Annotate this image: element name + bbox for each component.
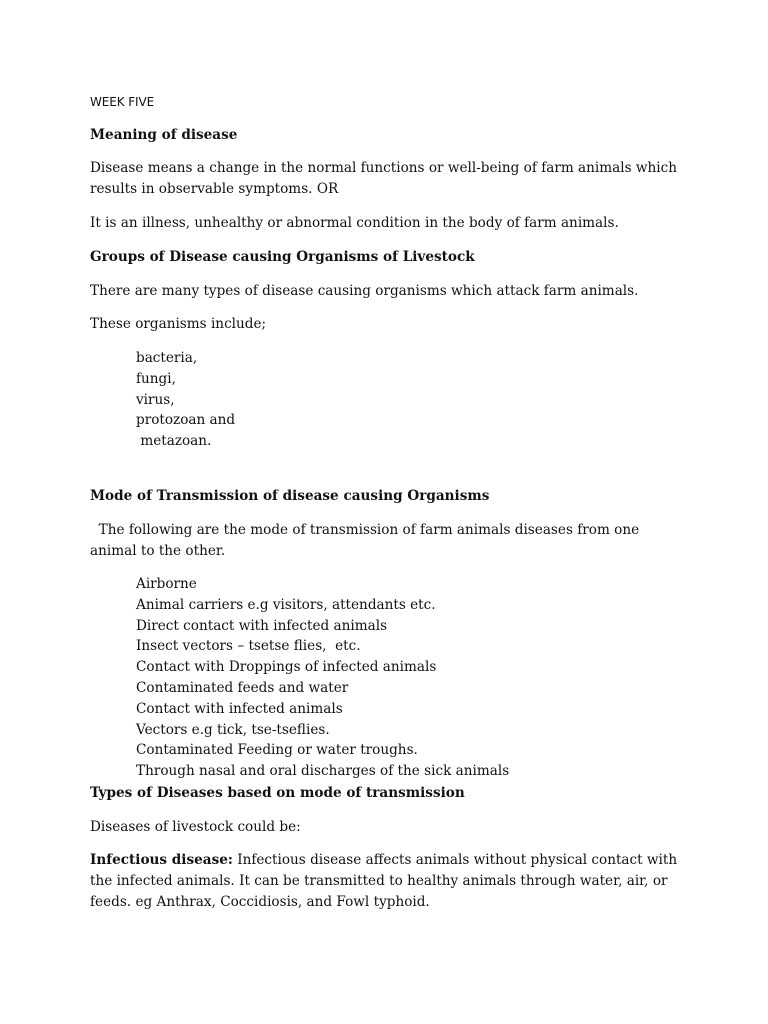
- meaning-paragraph-2: It is an illness, unhealthy or abnormal condition in the body of farm animals.: [90, 215, 619, 231]
- list-item: Through nasal and oral discharges of the sick animals: [136, 763, 510, 780]
- list-item: metazoan.: [136, 433, 212, 450]
- infectious-disease-text: Infectious disease affects animals without physical contact with the infected animals. It can be transmitted to healthy animals through water, air, or feeds. eg Anthrax, Coccidiosis, and Fowl typhoid.: [90, 852, 678, 910]
- transmission-heading: Mode of Transmission of disease causing Organisms: [90, 488, 490, 504]
- meaning-paragraph-1: Disease means a change in the normal functions or well-being of farm animals which results in observable symptoms. OR: [90, 160, 678, 197]
- infectious-disease-paragraph: [90, 850, 680, 913]
- list-item: Insect vectors – tsetse flies, etc.: [136, 638, 361, 655]
- transmission-list: [136, 574, 509, 782]
- week-label: WEEK FIVE: [90, 95, 155, 109]
- list-item: Airborne: [136, 576, 197, 592]
- groups-heading: Groups of Disease causing Organisms of Livestock: [90, 249, 475, 265]
- infectious-disease-term: Infectious disease:: [90, 852, 233, 868]
- list-item: Contact with Droppings of infected animals: [136, 659, 437, 676]
- list-item: bacteria,: [136, 350, 198, 366]
- list-item: Direct contact with infected animals: [136, 617, 388, 634]
- transmission-paragraph: The following are the mode of transmission of farm animals diseases from one animal to the other.: [90, 522, 644, 559]
- list-item: Contaminated feeds and water: [136, 679, 349, 696]
- list-item: Contact with infected animals: [136, 700, 343, 717]
- types-heading: Types of Diseases based on mode of transmission: [90, 785, 465, 801]
- meaning-heading: Meaning of disease: [90, 127, 238, 143]
- types-paragraph: Diseases of livestock could be:: [90, 819, 301, 835]
- list-item: fungi,: [136, 370, 176, 387]
- list-item: protozoan and: [136, 412, 236, 429]
- list-item: virus,: [136, 391, 175, 408]
- groups-paragraph-2: These organisms include;: [90, 316, 267, 332]
- list-item: Contaminated Feeding or water troughs.: [136, 742, 418, 759]
- groups-paragraph-1: There are many types of disease causing organisms which attack farm animals.: [90, 283, 639, 299]
- organisms-list: [136, 348, 235, 452]
- list-item: Animal carriers e.g visitors, attendants etc.: [136, 596, 436, 613]
- list-item: Vectors e.g tick, tse-tseflies.: [136, 721, 330, 738]
